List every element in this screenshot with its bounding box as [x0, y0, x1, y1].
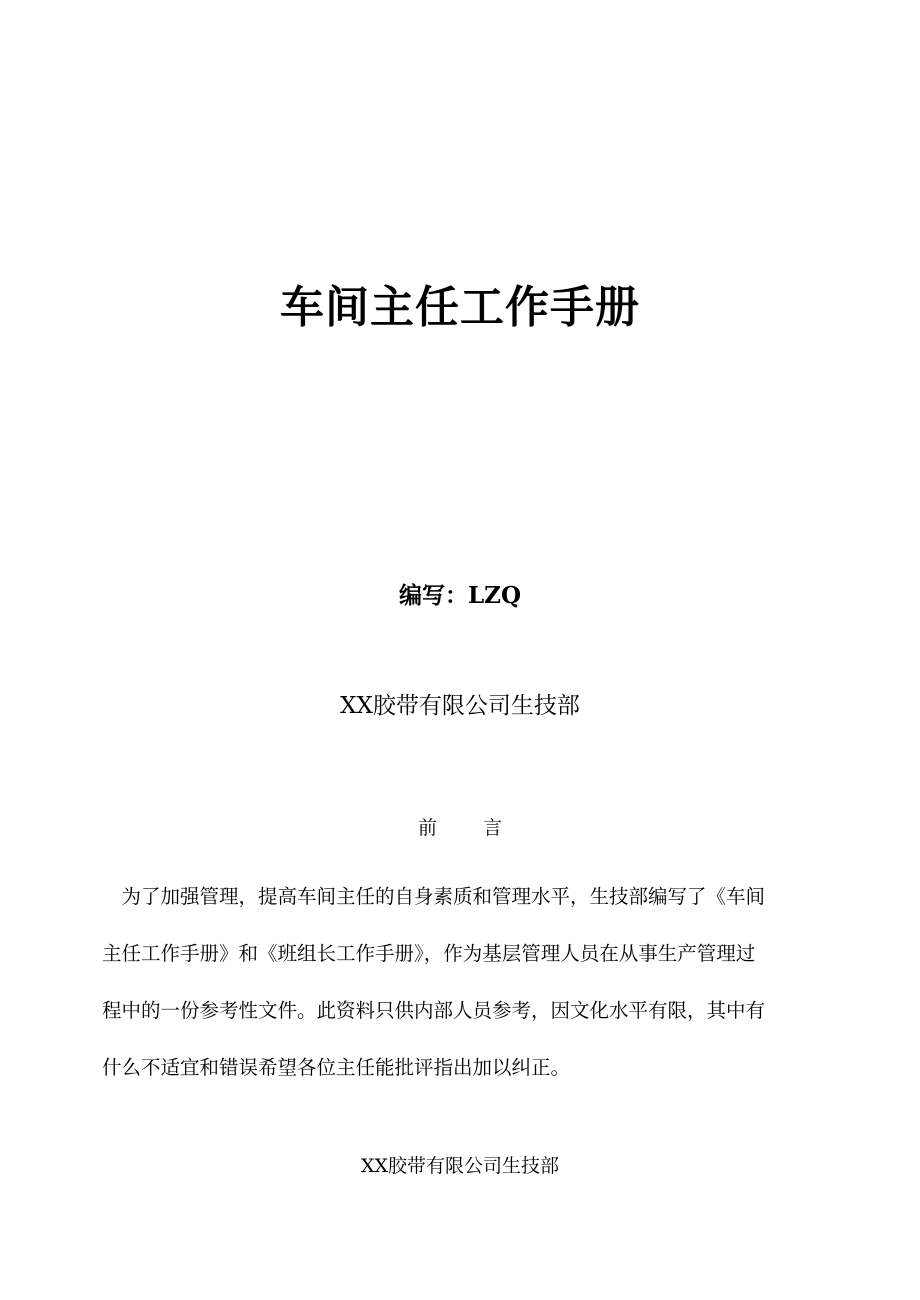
company-name: XX胶带有限公司生技部: [340, 693, 580, 719]
preface-line: 为了加强管理，提高车间主任的自身素质和管理水平，生技部编写了《车间: [102, 885, 766, 908]
preface-heading: [0, 814, 920, 842]
document-title: 车间主任工作手册: [280, 282, 640, 333]
preface-body: [102, 868, 822, 1096]
preface-line: 什么不适宜和错误希望各位主任能批评指出加以纠正。: [102, 1056, 571, 1079]
preface-line: 程中的一份参考性文件。此资料只供内部人员参考，因文化水平有限，其中有: [102, 999, 766, 1022]
preface-line: 主任工作手册》和《班组长工作手册》，作为基层管理人员在从事生产管理过: [102, 942, 756, 965]
author-line: 编写：LZQ: [399, 582, 521, 609]
preface-heading-right: 言: [483, 817, 503, 839]
preface-signature: XX胶带有限公司生技部: [360, 1155, 560, 1177]
preface-heading-left: 前: [417, 817, 437, 839]
